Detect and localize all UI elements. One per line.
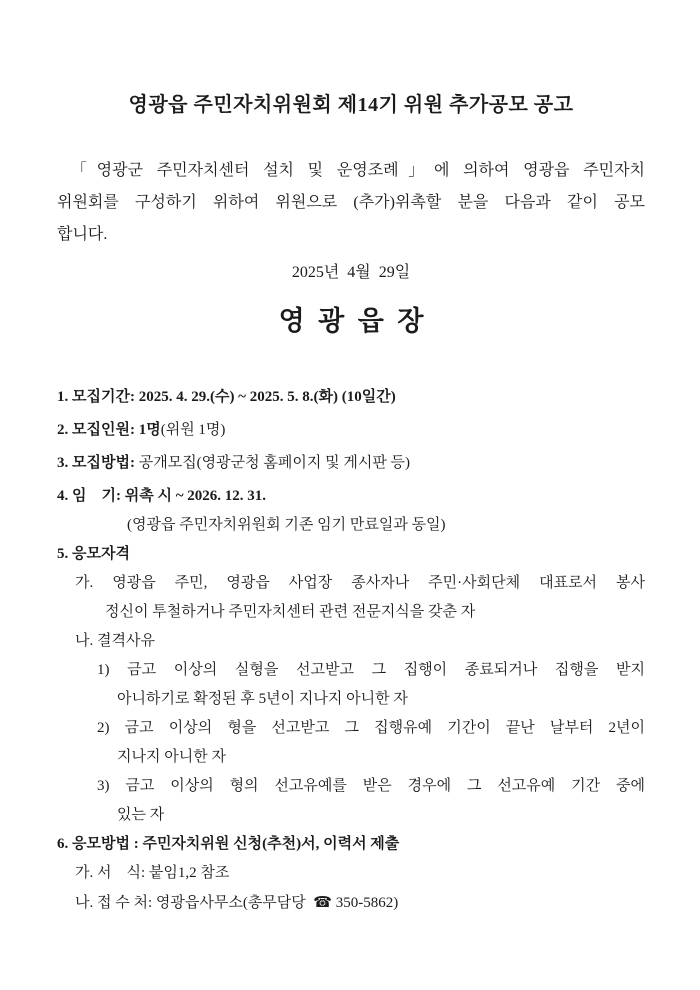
disqualification-1-line-1: 1) 금고 이상의 실형을 선고받고 그 집행이 종료되거나 집행을 받지	[97, 662, 645, 678]
recruit-count-line	[57, 416, 645, 445]
qualification-ga-line-2: 정신이 투철하거나 주민자치센터 관련 전문지식을 갖춘 자	[105, 604, 476, 620]
telephone-icon: ☎	[313, 893, 332, 911]
disqualification-2-line-2: 지나지 아니한 자	[117, 749, 226, 765]
recruit-period-line: 1. 모집기간: 2025. 4. 29.(수) ~ 2025. 5. 8.(화) (10일간)	[57, 389, 396, 405]
issuer-name: 영 광 읍 장	[278, 306, 424, 336]
recruit-count-label: 2. 모집인원: 1명	[57, 422, 161, 438]
disqualification-3-line-1: 3) 금고 이상의 형의 선고유예를 받은 경우에 그 선고유예 기간 중에	[97, 778, 645, 794]
qualification-ga-line-1: 가. 영광읍 주민, 영광읍 사업장 종사자나 주민·사회단체 대표로서 봉사	[75, 575, 645, 591]
qualification-heading: 5. 응모자격	[57, 546, 130, 562]
disqualification-2-line-1: 2) 금고 이상의 형을 선고받고 그 집행유예 기간이 끝난 날부터 2년이	[97, 720, 645, 736]
recruit-count-note: (위원 1명)	[160, 422, 226, 438]
disqualification-3-line-2: 있는 자	[117, 807, 165, 823]
recruit-method-line	[57, 449, 645, 478]
recruit-method-value: 공개모집(영광군청 홈페이지 및 게시판 등)	[138, 455, 411, 471]
apply-form-line: 가. 서 식: 붙임1,2 참조	[75, 865, 230, 881]
apply-method-heading: 6. 응모방법 : 주민자치위원 신청(추천)서, 이력서 제출	[57, 836, 400, 852]
intro-line-3: 합니다.	[57, 226, 108, 243]
issue-date: 2025년 4월 29일	[291, 264, 411, 281]
intro-paragraph	[57, 155, 645, 251]
recruit-method-label: 3. 모집방법:	[57, 455, 139, 471]
intro-line-1: 「영광군 주민자치센터 설치 및 운영조례」에 의하여 영광읍 주민자치	[71, 162, 645, 179]
apply-place-text: 나. 접 수 처: 영광읍사무소(총무담당	[75, 895, 314, 911]
document-title: 영광읍 주민자치위원회 제14기 위원 추가공모 공고	[128, 94, 574, 116]
disqualification-1-line-2: 아니하기로 확정된 후 5년이 지나지 아니한 자	[117, 691, 408, 707]
apply-place-line	[57, 888, 645, 918]
term-line: 4. 임 기: 위촉 시 ~ 2026. 12. 31.	[57, 488, 266, 504]
apply-place-phone: 350-5862)	[331, 895, 399, 911]
intro-line-2: 위원회를 구성하기 위하여 위원으로 (추가)위촉할 분을 다음과 같이 공모	[57, 194, 645, 211]
term-note-line: (영광읍 주민자치위원회 기존 임기 만료일과 동일)	[127, 517, 446, 533]
announcement-items	[57, 383, 645, 918]
disqualification-heading: 나. 결격사유	[75, 633, 155, 649]
